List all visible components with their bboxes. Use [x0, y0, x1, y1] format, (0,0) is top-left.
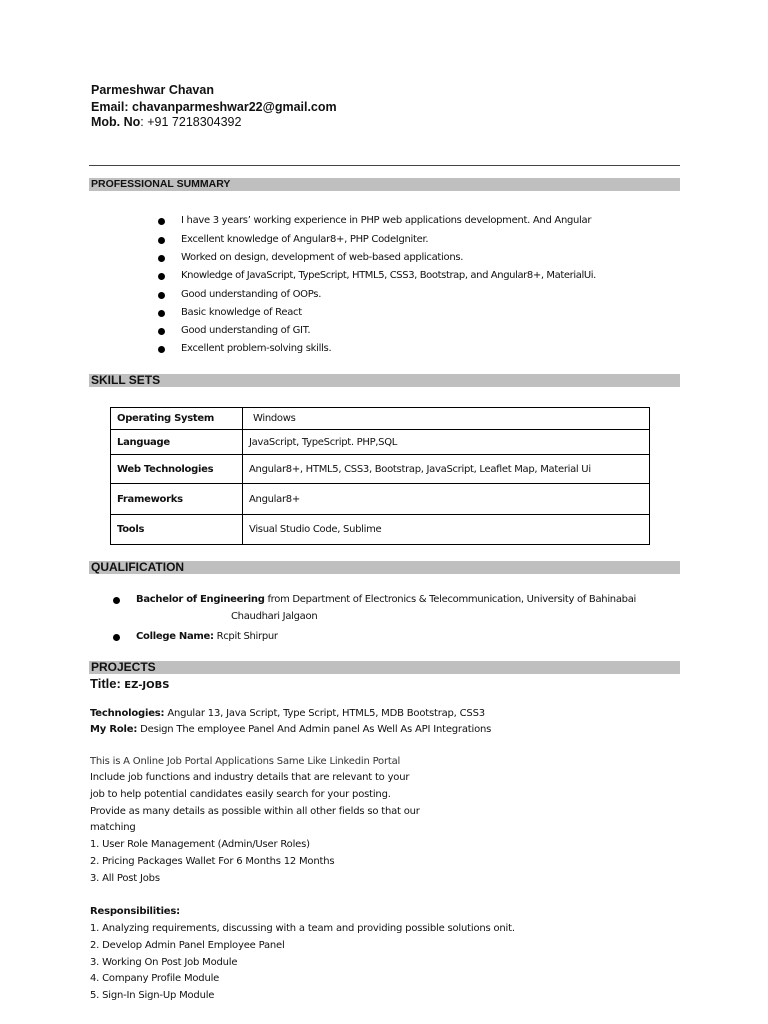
- bullet-icon: [158, 310, 165, 317]
- email-line: [91, 100, 337, 114]
- mobile-label: Mob. No: [91, 115, 141, 129]
- skill-value: JavaScript, TypeScript. PHP,SQL: [243, 430, 650, 455]
- summary-item: Good understanding of GIT.: [181, 325, 311, 336]
- bullet-icon: [158, 328, 165, 335]
- table-row: [111, 515, 650, 545]
- role-text: Design The employee Panel And Admin panel As Well As API Integrations: [137, 724, 492, 735]
- email-label: Email:: [91, 100, 129, 114]
- skill-key: Web Technologies: [111, 455, 243, 484]
- project-title: EZ-JOBS: [120, 680, 170, 691]
- bullet-icon: [113, 634, 120, 641]
- description-line: 3. All Post Jobs: [90, 873, 160, 884]
- responsibility-item: 4. Company Profile Module: [90, 973, 220, 984]
- skills-table: [110, 407, 650, 545]
- table-row: [111, 408, 650, 430]
- project-title-line: [90, 675, 169, 693]
- description-line: 1. User Role Management (Admin/User Roles): [90, 839, 310, 850]
- skill-key: Frameworks: [111, 484, 243, 515]
- section-skill-sets: SKILL SETS: [89, 374, 680, 387]
- bullet-icon: [158, 346, 165, 353]
- mobile-line: [91, 115, 241, 129]
- technologies-label: Technologies:: [90, 708, 165, 719]
- bullet-icon: [158, 292, 165, 299]
- responsibilities-heading: Responsibilities:: [90, 906, 180, 917]
- section-qualification: QUALIFICATION: [89, 561, 680, 574]
- skill-value: Angular8+, HTML5, CSS3, Bootstrap, JavaScript, Leaflet Map, Material Ui: [243, 455, 650, 484]
- summary-item: Knowledge of JavaScript, TypeScript, HTML5, CSS3, Bootstrap, and Angular8+, MaterialUi.: [181, 270, 596, 281]
- summary-item: Good understanding of OOPs.: [181, 289, 322, 300]
- college-name: Rcpit Shirpur: [213, 631, 278, 642]
- section-professional-summary: PROFESSIONAL SUMMARY: [89, 178, 680, 191]
- table-row: [111, 484, 650, 515]
- email-address[interactable]: chavanparmeshwar22@gmail.com: [132, 100, 337, 114]
- bullet-icon: [158, 218, 165, 225]
- bullet-icon: [158, 237, 165, 244]
- degree-text: from Department of Electronics & Telecommunication, University of Bahinabai: [264, 594, 637, 605]
- skill-value: Angular8+: [243, 484, 650, 515]
- responsibility-item: 2. Develop Admin Panel Employee Panel: [90, 940, 285, 951]
- header-divider: [89, 165, 680, 166]
- table-row: [111, 430, 650, 455]
- responsibility-item: 1. Analyzing requirements, discussing with a team and providing possible solutions onit.: [90, 923, 515, 934]
- mobile-number: : +91 7218304392: [140, 115, 242, 129]
- role-label: My Role:: [90, 724, 138, 735]
- degree-label: Bachelor of Engineering: [136, 594, 265, 605]
- project-title-label: Title:: [90, 676, 121, 691]
- bullet-icon: [158, 273, 165, 280]
- section-projects: PROJECTS: [89, 661, 680, 674]
- description-line: job to help potential candidates easily search for your posting.: [90, 789, 391, 800]
- skill-key: Operating System: [111, 408, 243, 430]
- description-line: This is A Online Job Portal Applications Same Like Linkedin Portal: [90, 756, 401, 767]
- responsibility-item: 3. Working On Post Job Module: [90, 957, 238, 968]
- skill-key: Tools: [111, 515, 243, 545]
- description-line: matching: [90, 822, 136, 833]
- summary-item: Excellent problem-solving skills.: [181, 343, 332, 354]
- summary-item: I have 3 years’ working experience in PHP web applications development. And Angular: [181, 215, 592, 226]
- description-line: 2. Pricing Packages Wallet For 6 Months 12 Months: [90, 856, 335, 867]
- project-technologies: [90, 708, 485, 719]
- skill-value: Windows: [243, 408, 650, 430]
- description-line: Provide as many details as possible within all other fields so that our: [90, 806, 420, 817]
- technologies-text: Angular 13, Java Script, Type Script, HTML5, MDB Bootstrap, CSS3: [164, 708, 485, 719]
- responsibility-item: 5. Sign-In Sign-Up Module: [90, 990, 215, 1001]
- degree-line: [136, 594, 636, 605]
- summary-item: Worked on design, development of web-based applications.: [181, 252, 464, 263]
- college-label: College Name:: [136, 631, 214, 642]
- bullet-icon: [158, 255, 165, 262]
- project-role: [90, 724, 491, 735]
- summary-item: Basic knowledge of React: [181, 307, 302, 318]
- description-line: Include job functions and industry details that are relevant to your: [90, 772, 410, 783]
- table-row: [111, 455, 650, 484]
- college-line: [136, 631, 278, 642]
- degree-university: Chaudhari Jalgaon: [231, 611, 318, 622]
- candidate-name: Parmeshwar Chavan: [91, 83, 214, 97]
- skill-value: Visual Studio Code, Sublime: [243, 515, 650, 545]
- skill-key: Language: [111, 430, 243, 455]
- bullet-icon: [113, 597, 120, 604]
- summary-item: Excellent knowledge of Angular8+, PHP CodeIgniter.: [181, 234, 429, 245]
